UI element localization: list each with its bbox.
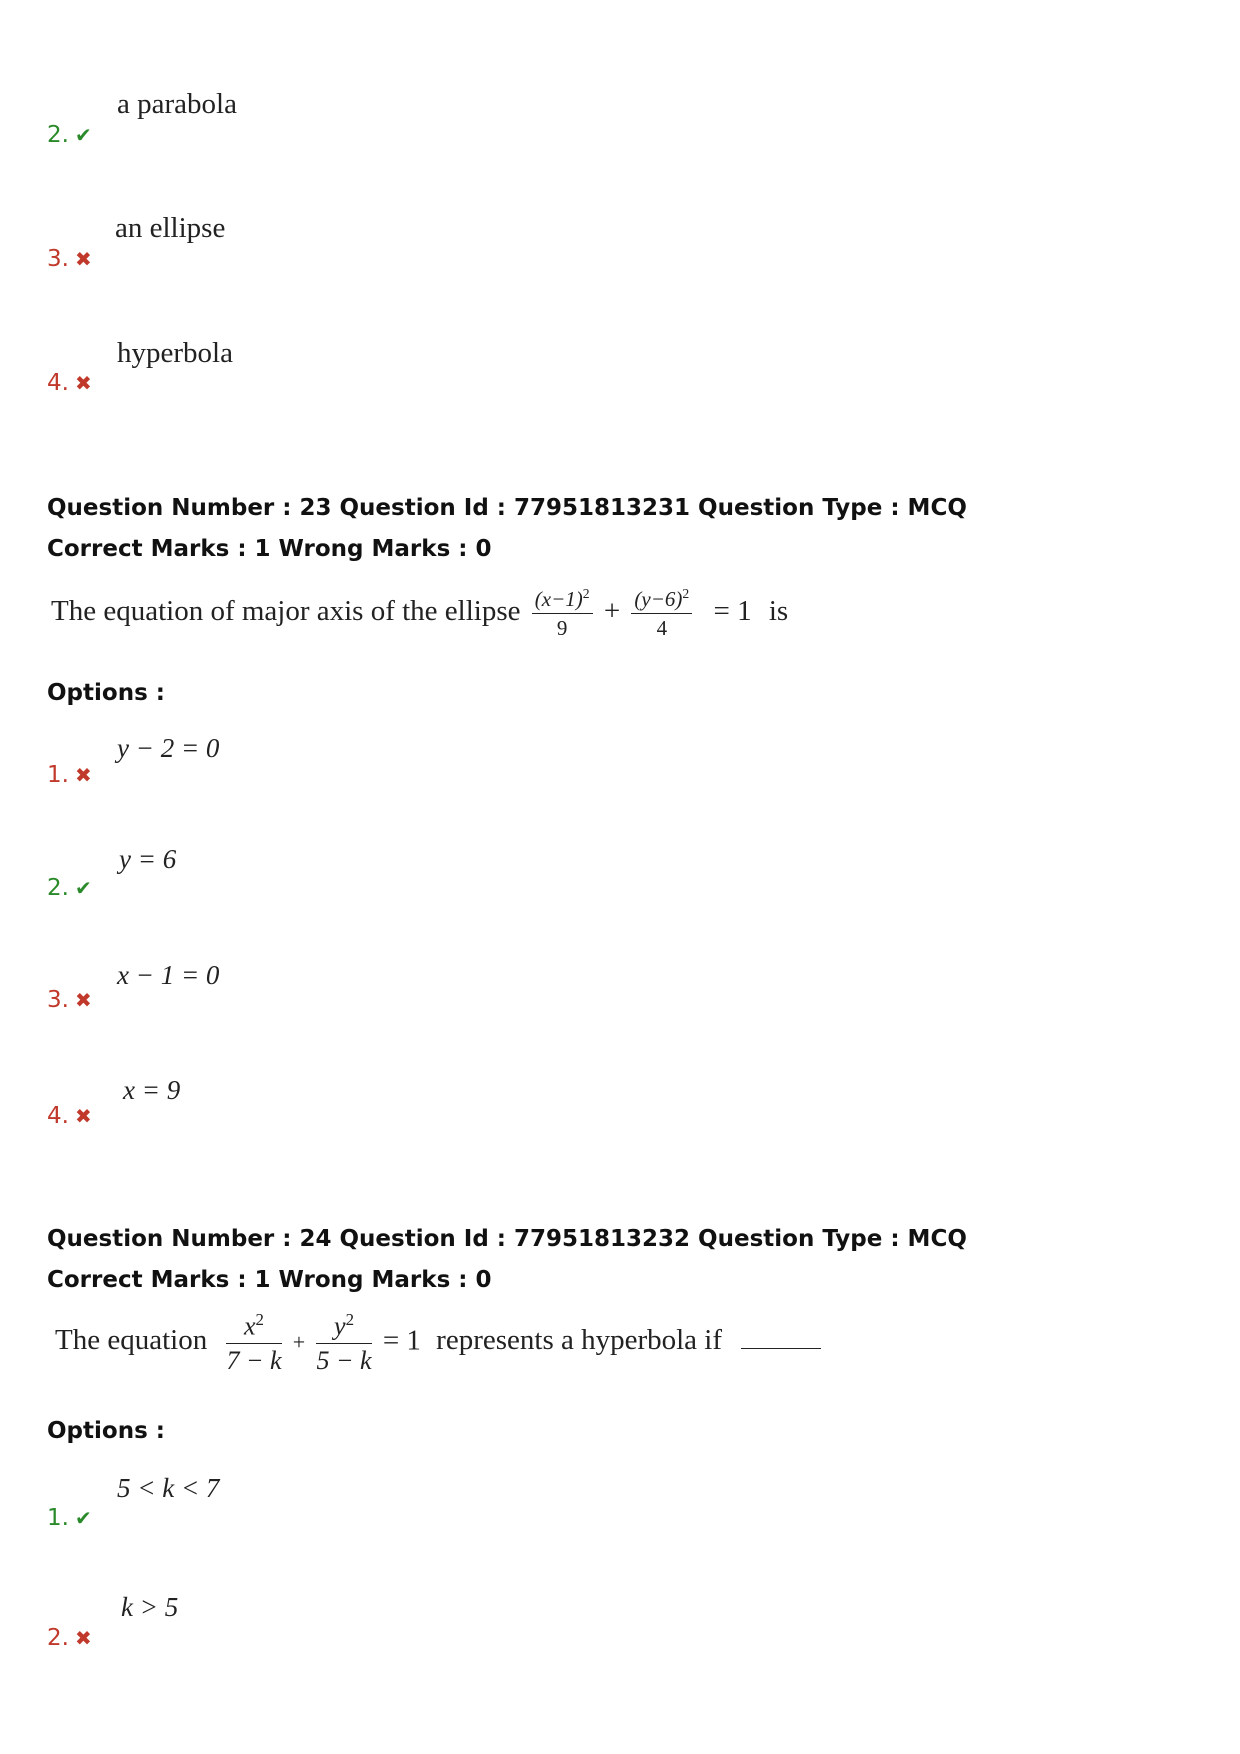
- cross-icon: ✖: [74, 763, 92, 787]
- question-header: Question Number : 24 Question Id : 77951813232 Question Type : MCQ: [47, 1226, 967, 1252]
- marks-header: Correct Marks : 1 Wrong Marks : 0: [47, 536, 492, 562]
- question-suffix: is: [768, 595, 789, 628]
- fraction-y: $\frac{(y-6)^2}{4}$: [631, 586, 692, 641]
- question-prefix: The equation of major axis of the ellipse: [51, 595, 521, 628]
- option-text: y = 6: [119, 844, 177, 874]
- option-text: 5 < k < 7: [117, 1473, 220, 1503]
- question-text: [55, 1310, 821, 1376]
- cross-icon: ✖: [74, 371, 92, 395]
- question-suffix: represents a hyperbola if: [436, 1324, 723, 1357]
- check-icon: ✔: [74, 1506, 92, 1530]
- answer-blank: [741, 1348, 821, 1349]
- check-icon: ✔: [74, 876, 92, 900]
- question-header: Question Number : 23 Question Id : 77951813231 Question Type : MCQ: [47, 495, 967, 521]
- check-icon: ✔: [74, 123, 92, 147]
- option-number: 4. ✖: [47, 370, 92, 396]
- option-number: 3. ✖: [47, 246, 92, 272]
- options-label: Options :: [47, 1418, 165, 1444]
- marks-header: Correct Marks : 1 Wrong Marks : 0: [47, 1267, 492, 1293]
- option-number: 1. ✔: [47, 1505, 92, 1531]
- option-number: 2. ✔: [47, 122, 92, 148]
- options-label: Options :: [47, 680, 165, 706]
- plus-sign: +: [292, 1329, 306, 1355]
- option-number: 2. ✔: [47, 875, 92, 901]
- option-text: y − 2 = 0: [117, 733, 220, 763]
- option-text: x − 1 = 0: [117, 960, 220, 990]
- option-text: hyperbola: [117, 337, 233, 369]
- option-text: an ellipse: [115, 212, 226, 244]
- option-text: a parabola: [117, 88, 237, 120]
- option-number: 1. ✖: [47, 762, 92, 788]
- option-text: k > 5: [121, 1592, 179, 1622]
- cross-icon: ✖: [74, 1626, 92, 1650]
- question-text: [51, 586, 788, 641]
- option-number: 3. ✖: [47, 987, 92, 1013]
- equals-one: = 1: [382, 1324, 421, 1357]
- option-number: 4. ✖: [47, 1103, 92, 1129]
- fraction-x: $\frac{(x-1)^2}{9}$: [532, 586, 593, 641]
- fraction-y: $\frac{y^2}{5 - k}$: [316, 1310, 372, 1375]
- option-number: 2. ✖: [47, 1625, 92, 1651]
- option-text: x = 9: [123, 1075, 181, 1105]
- fraction-x: $\frac{x^2}{7 - k}$: [226, 1310, 282, 1375]
- question-prefix: The equation: [55, 1324, 208, 1357]
- plus-sign: +: [603, 595, 621, 628]
- equals-one: = 1: [713, 595, 752, 628]
- cross-icon: ✖: [74, 988, 92, 1012]
- cross-icon: ✖: [74, 1104, 92, 1128]
- cross-icon: ✖: [74, 247, 92, 271]
